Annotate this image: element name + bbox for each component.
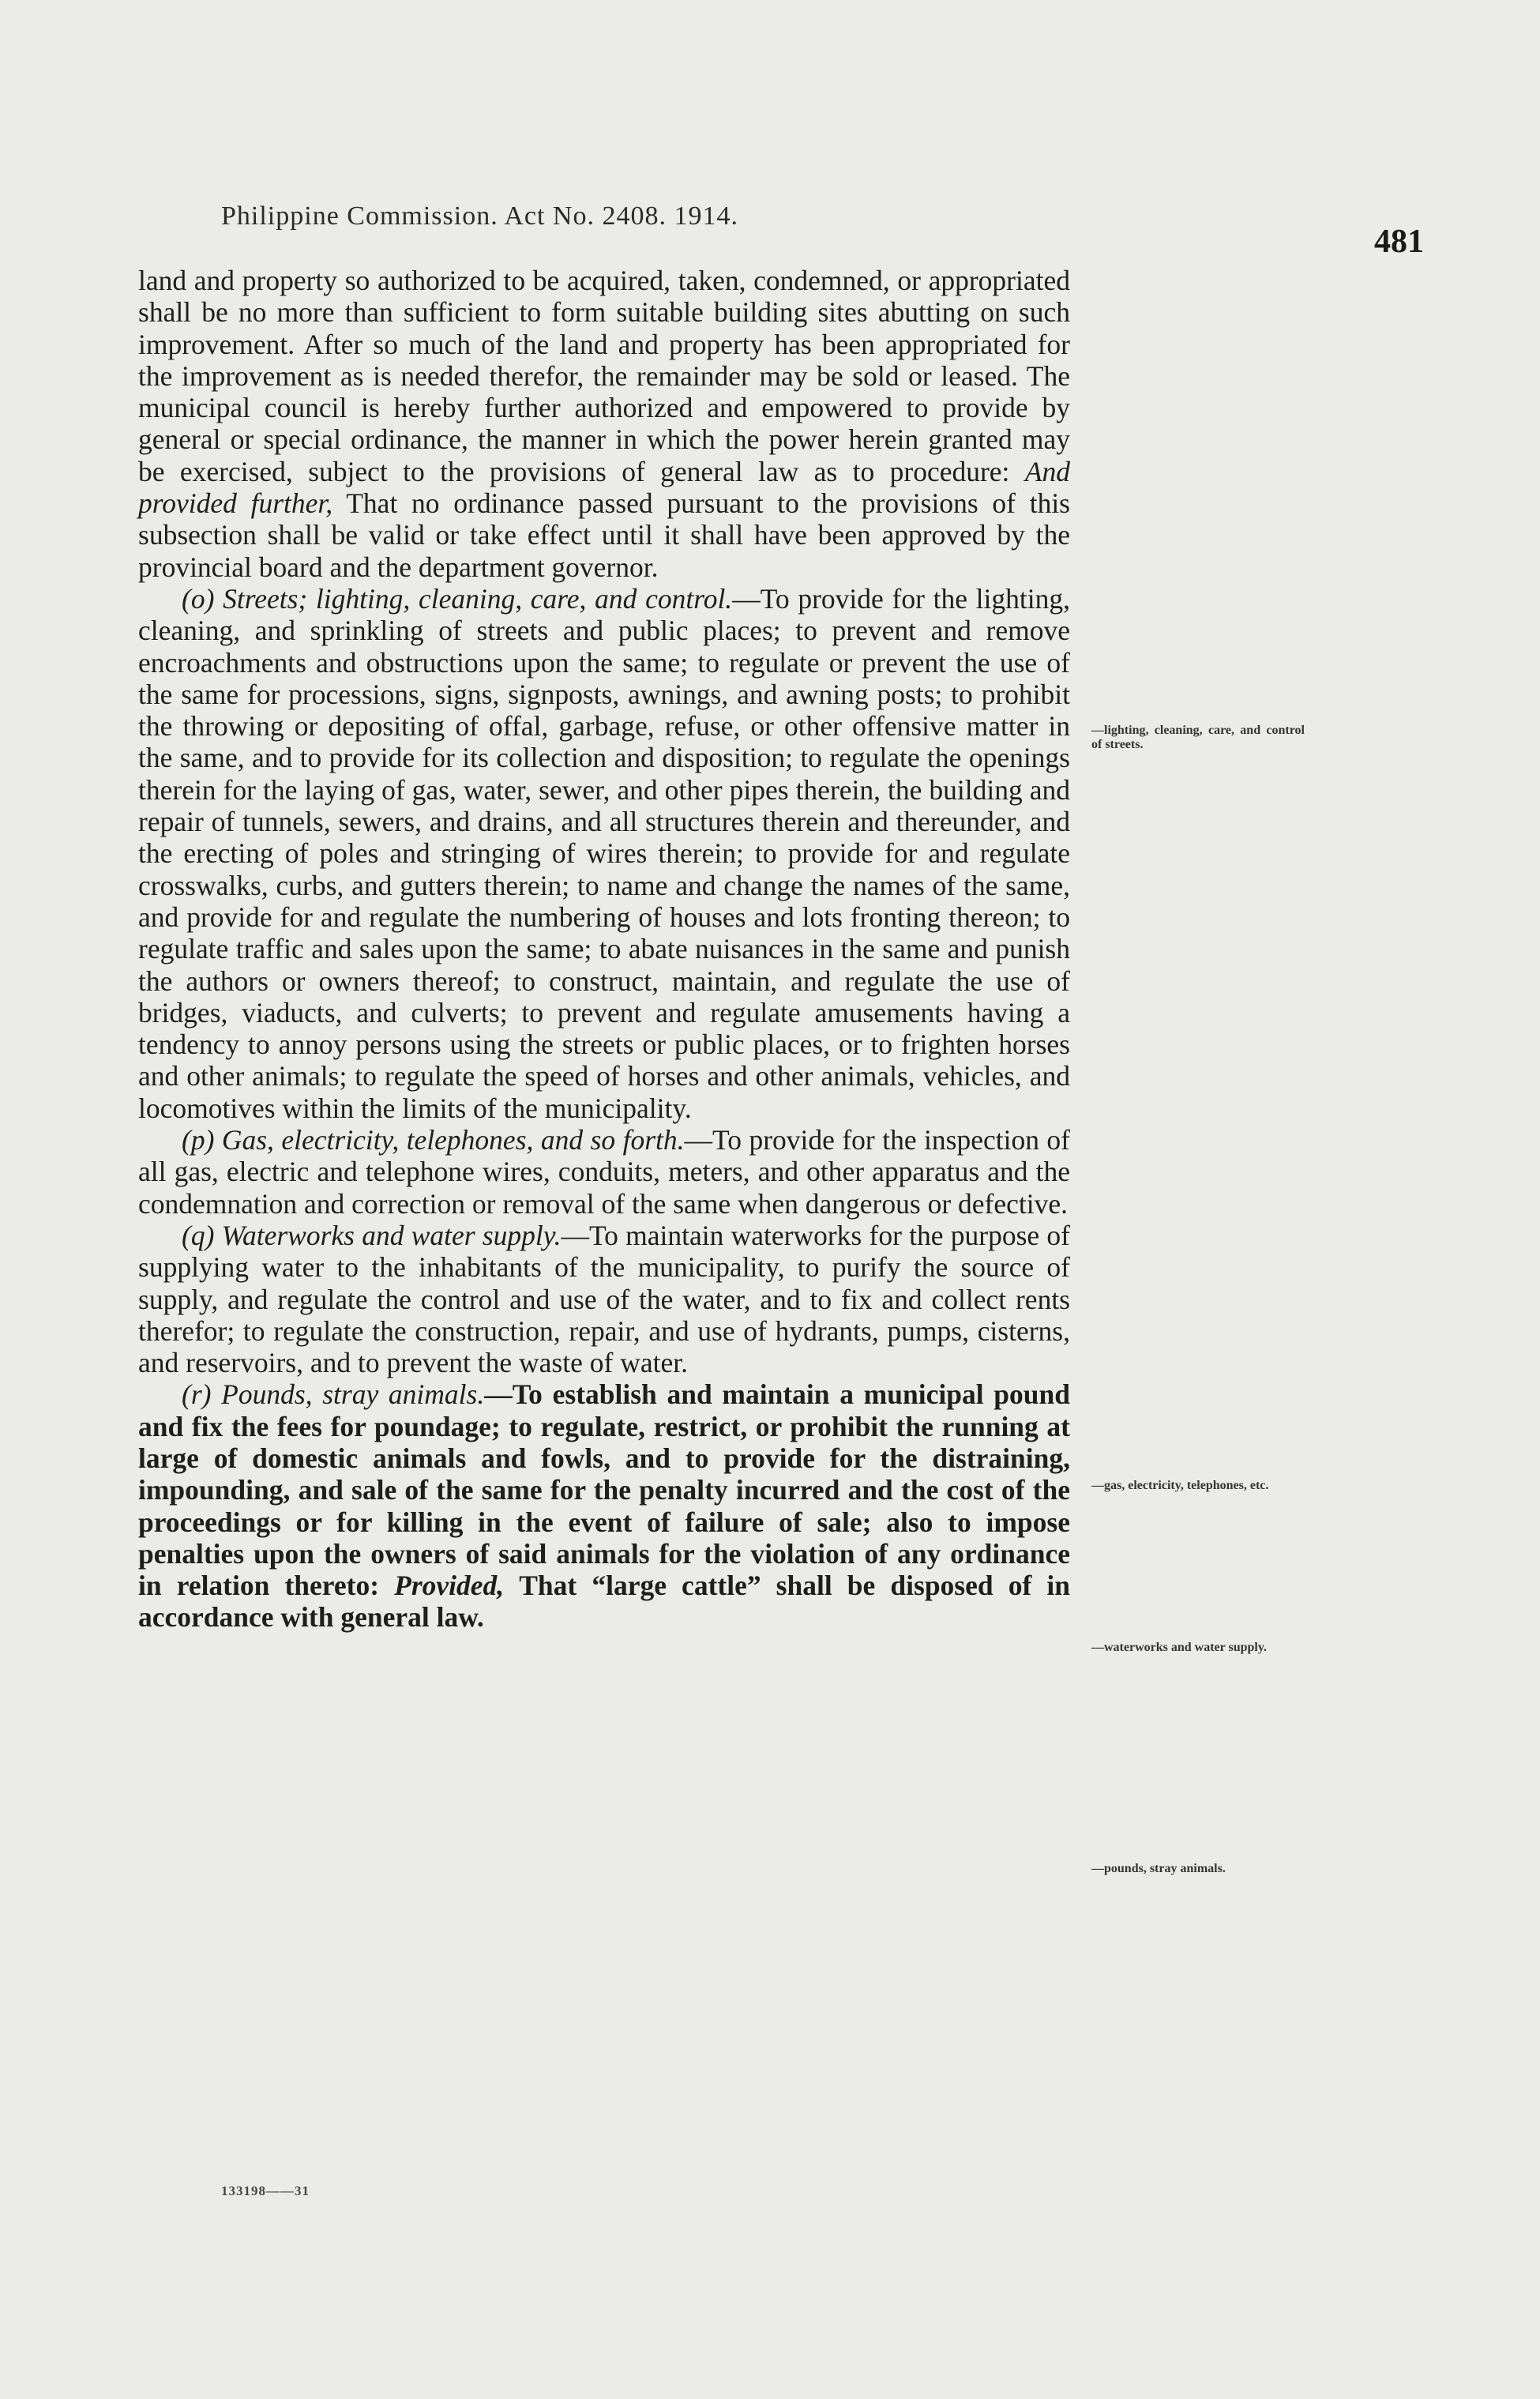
section-r-pounds: [138, 1378, 1070, 1633]
section-o-heading: (o) Streets; lighting, cleaning, care, and control.: [182, 582, 733, 615]
body-text: [138, 265, 1070, 1634]
section-q-waterworks: [138, 1220, 1070, 1378]
section-q-heading: (q) Waterworks and water supply.: [182, 1219, 562, 1251]
proviso-phrase: And provided further,: [138, 455, 1070, 520]
section-r-proviso: Provided,: [394, 1570, 505, 1602]
section-r-end: That “large cattle” shall be disposed of in accordance with general law.: [138, 1570, 1070, 1634]
paragraph-text: land and property so authorized to be acquired, taken, condemned, or appropriated shall be no more than sufficient to form suitable building sites abutting on such improvement. After so much of the land and property has been appropriated for the improvement as is needed therefor, the remainder may be sold or leased. The municipal council is hereby further authorized and empowered to provide by general or special ordinance, the manner in which the power herein granted may be exercised, subject to the provisions of general law as to procedure:: [138, 265, 1070, 487]
page-number: 481: [1374, 224, 1424, 260]
margin-note-pounds: —pounds, stray animals.: [1091, 1862, 1226, 1875]
margin-note-streets: —lighting, cleaning, care, and control of streets.: [1091, 724, 1305, 751]
margin-note-gas: —gas, electricity, telephones, etc.: [1091, 1479, 1269, 1492]
paragraph-text-end: That no ordinance passed pursuant to the provisions of this subsection shall be valid or take effect until it shall have been approved by the provincial board and the department governor.: [138, 487, 1070, 583]
section-r-body: —To establish and maintain a municipal pound and fix the fees for poundage; to regulate, restrict, or prohibit the running at large of domestic animals and fowls, and to provide for the distraining, impounding, and sale of the same for the penalty incurred and the cost of the proceedings or for killing in the event of failure of sale; also to impose penalties upon the owners of said animals for the violation of any ordinance in relation thereto:: [138, 1378, 1071, 1602]
running-head: Philippine Commission. Act No. 2408. 1914.: [221, 201, 738, 231]
section-p-gas: [138, 1124, 1070, 1220]
paragraph-continuation: [138, 265, 1070, 583]
section-o-body: —To provide for the lighting, cleaning, and sprinkling of streets and public places; to prevent and remove encroachments and obstructions upon the same; to regulate or prevent the use of the same for processions, signs, signposts, awnings, and awning posts; to prohibit the throwing or depositing of offal, garbage, refuse, or other offensive matter in the same, and to provide for its collection and disposition; to regulate the openings therein for the laying of gas, water, sewer, and other pipes therein, the building and repair of tunnels, sewers, and drains, and all structures therein and thereunder, and the erecting of poles and stringing of wires therein; to provide for and regulate crosswalks, curbs, and gutters therein; to name and change the names of the same, and provide for and regulate the numbering of houses and lots fronting thereon; to regulate traffic and sales upon the same; to abate nuisances in the same and punish the authors or owners thereof; to construct, maintain, and regulate the use of bridges, viaducts, and culverts; to prevent and regulate amusements having a tendency to annoy persons using the streets or public places, or to frighten horses and other animals; to regulate the speed of horses and other animals, vehicles, and locomotives within the limits of the municipality.: [138, 582, 1070, 1124]
section-q-body: —To maintain waterworks for the purpose of supplying water to the inhabitants of the municipality, to purify the source of supply, and regulate the control and use of the water, and to fix and collect rents therefor; to regulate the construction, repair, and use of hydrants, pumps, cisterns, and reservoirs, and to prevent the waste of water.: [138, 1219, 1070, 1379]
section-r-heading: (r) Pounds, stray animals.: [182, 1378, 485, 1411]
section-o-streets: [138, 583, 1070, 1124]
section-p-body: —To provide for the inspection of all gas, electric and telephone wires, conduits, meters, and other apparatus and the condemnation and correction or removal of the same when dangerous or defective.: [138, 1124, 1070, 1220]
margin-note-waterworks: —waterworks and water supply.: [1091, 1641, 1267, 1654]
footer-print-code: 133198——31: [221, 2183, 310, 2198]
section-p-heading: (p) Gas, electricity, telephones, and so forth.: [182, 1124, 685, 1156]
